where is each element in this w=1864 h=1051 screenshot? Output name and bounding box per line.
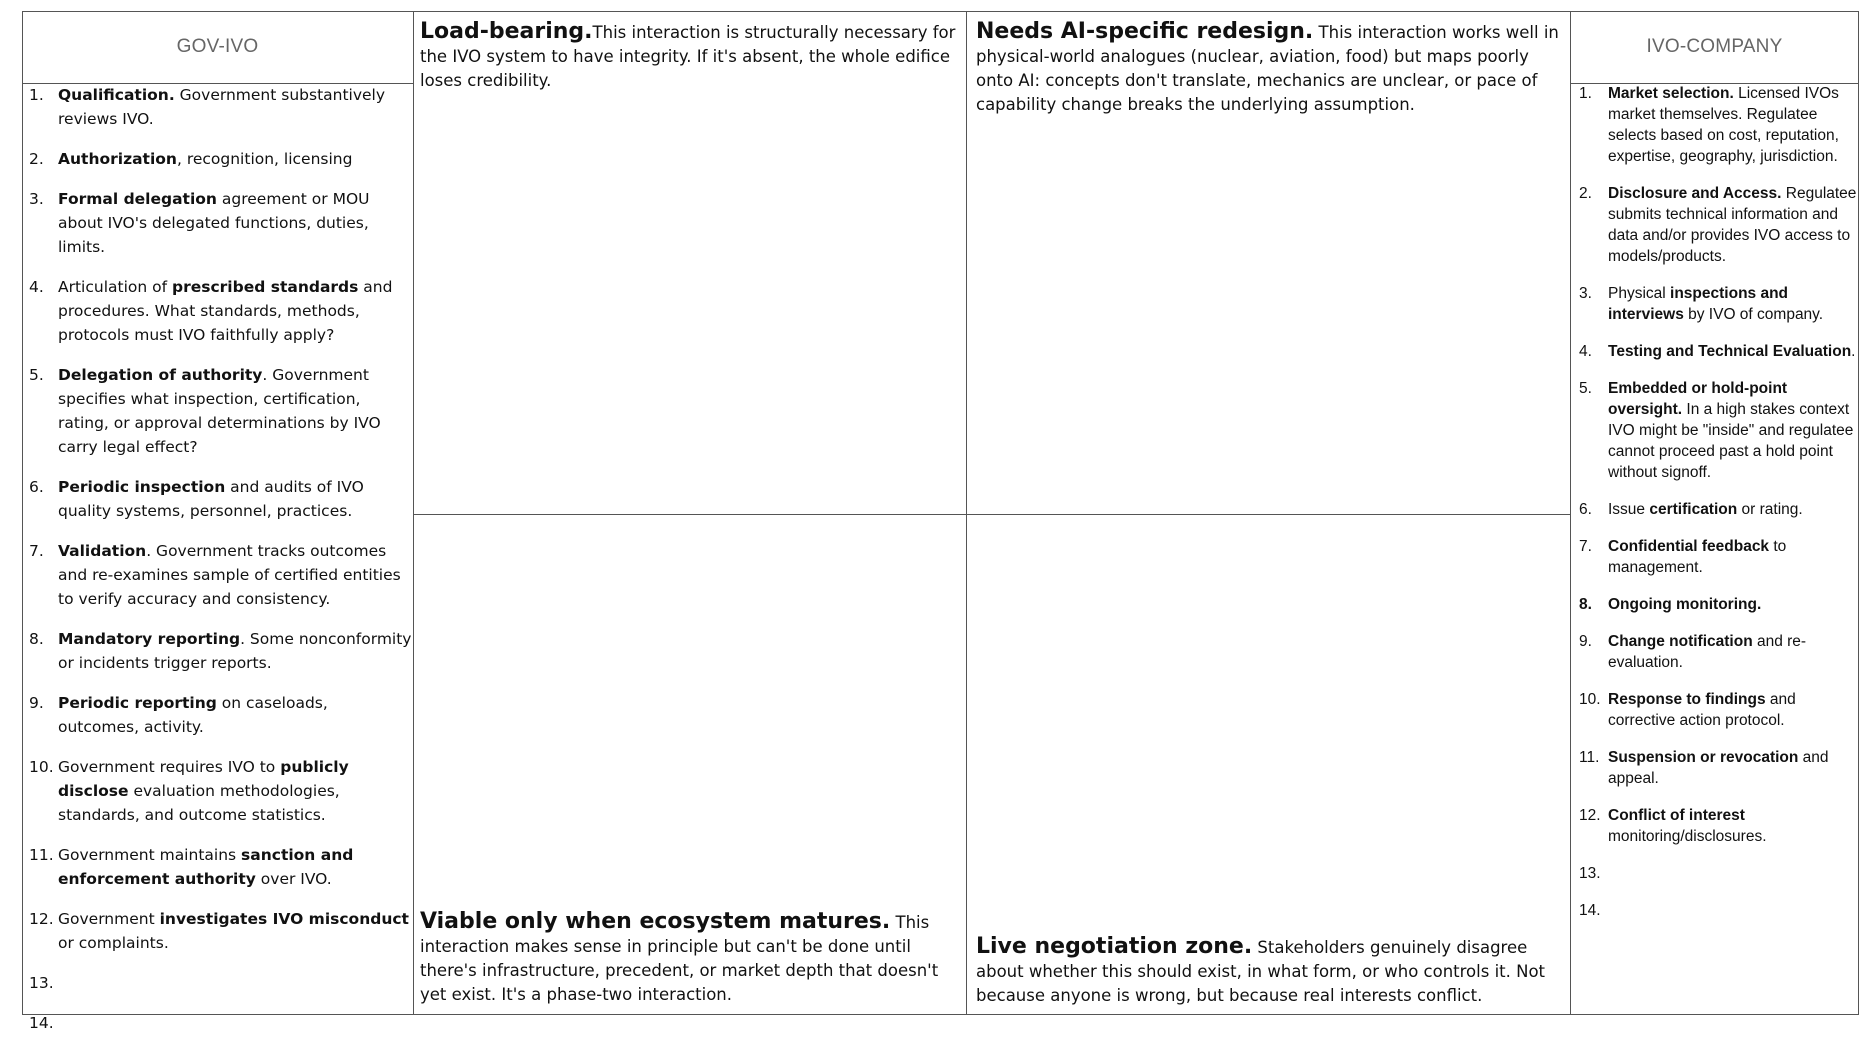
quadrant-ecosystem-matures [420, 910, 965, 1007]
item-emphasis: Disclosure and Access. [1608, 185, 1782, 202]
list-item [22, 627, 413, 675]
item-emphasis: Market selection. [1608, 85, 1734, 102]
list-item [1570, 594, 1859, 615]
quadrant-body: This interaction is structurally necessary for the IVO system to have integrity. If it's absent, the whole edifice loses credibility. [420, 23, 956, 90]
item-text [1608, 807, 1767, 845]
list-item [22, 1011, 413, 1035]
item-number: 2. [1579, 185, 1592, 202]
list-item [1570, 83, 1859, 167]
list-item [22, 147, 413, 171]
quadrant-load-bearing [420, 20, 965, 93]
item-number: 12. [29, 910, 54, 928]
item-emphasis: Suspension or revocation [1608, 749, 1799, 766]
quadrant-mid-divider [413, 514, 1570, 515]
item-emphasis: Conflict of interest [1608, 807, 1745, 824]
list-item [1570, 747, 1859, 789]
list-item [1570, 183, 1859, 267]
item-number: 4. [29, 278, 44, 296]
list-item [22, 971, 413, 995]
item-segment: Licensed IVOs market themselves. Regulatee selects based on cost, reputation, expertise, geography, jurisdiction. [1608, 85, 1839, 165]
list-item [1570, 805, 1859, 847]
item-text [58, 1014, 63, 1032]
list-item [1570, 900, 1859, 921]
item-segment: Government requires IVO to [58, 758, 281, 776]
item-segment: , recognition, licensing [176, 150, 353, 168]
item-text [58, 910, 409, 952]
list-item [1570, 536, 1859, 578]
item-emphasis: Formal delegation [58, 190, 217, 208]
item-text [58, 478, 364, 520]
item-segment: or rating. [1737, 501, 1803, 518]
item-emphasis: Delegation of authority [58, 366, 263, 384]
list-item [22, 475, 413, 523]
item-segment: or complaints. [58, 934, 169, 952]
item-emphasis: certification [1649, 501, 1738, 518]
item-emphasis: Mandatory reporting [58, 630, 241, 648]
item-segment: monitoring/disclosures. [1608, 828, 1767, 845]
item-segment: In a high stakes context IVO might be "inside" and regulatee cannot proceed past a hold point without signoff. [1608, 401, 1854, 481]
list-item [1570, 378, 1859, 483]
item-text [58, 366, 381, 456]
item-text [1608, 85, 1839, 165]
item-text [58, 150, 352, 168]
item-number: 3. [29, 190, 44, 208]
item-segment: . Some nonconformity or incidents trigger reports. [58, 630, 412, 672]
item-segment: and appeal. [1608, 749, 1829, 787]
item-text [1608, 501, 1803, 518]
item-emphasis: Testing and Technical Evaluation [1608, 343, 1852, 360]
item-text [58, 694, 328, 736]
quadrant-body: This interaction works well in physical-world analogues (nuclear, aviation, food) but maps poorly onto AI: concepts don't translate, mechanics are unclear, or pace of capability change breaks the underlying assumption. [976, 23, 1559, 114]
item-emphasis: Qualification. [58, 86, 175, 104]
item-segment: Government substantively reviews IVO. [58, 86, 386, 128]
list-item [22, 755, 413, 827]
item-number: 14. [29, 1014, 54, 1032]
item-text [1608, 343, 1855, 360]
item-number: 1. [29, 86, 44, 104]
item-number: 11. [29, 846, 54, 864]
item-segment: Articulation of [58, 278, 172, 296]
item-segment: and re-evaluation. [1608, 633, 1807, 671]
list-item [1570, 283, 1859, 325]
item-number: 1. [1579, 85, 1592, 102]
item-segment: Government [58, 910, 160, 928]
list-item [22, 363, 413, 459]
item-number: 2. [29, 150, 44, 168]
item-emphasis: Ongoing monitoring. [1608, 596, 1762, 613]
item-segment: agreement or MOU about IVO's delegated functions, duties, limits. [58, 190, 370, 256]
item-number: 9. [1579, 633, 1592, 650]
list-item [1570, 631, 1859, 673]
item-emphasis: Validation [58, 542, 147, 560]
item-number: 5. [29, 366, 44, 384]
item-text [1608, 691, 1796, 729]
item-segment: evaluation methodologies, standards, and outcome statistics. [58, 782, 340, 824]
list-item [1570, 341, 1859, 362]
quadrant-heading: Live negotiation zone. [976, 934, 1253, 959]
item-number: 13. [1579, 865, 1601, 882]
list-item [22, 691, 413, 739]
item-segment: to management. [1608, 538, 1787, 576]
list-item [22, 843, 413, 891]
item-segment: and procedures. What standards, methods, protocols must IVO faithfully apply? [58, 278, 393, 344]
ivo-company-column [1570, 11, 1859, 937]
quadrant-heading: Load-bearing. [420, 19, 593, 44]
ivo-company-header: IVO-COMPANY [1646, 36, 1783, 57]
item-emphasis: Authorization [58, 150, 177, 168]
item-number: 6. [1579, 501, 1592, 518]
item-number: 8. [1579, 596, 1592, 613]
item-number: 11. [1579, 749, 1600, 766]
item-segment: . Government tracks outcomes and re-examines sample of certified entities to verify accuracy and consistency. [58, 542, 401, 608]
quadrant-negotiation-zone [976, 935, 1564, 1008]
item-text [1608, 185, 1856, 265]
item-number: 7. [1579, 538, 1592, 555]
item-text [1608, 902, 1612, 919]
item-emphasis: Periodic inspection [58, 478, 226, 496]
item-segment: on caseloads, outcomes, activity. [58, 694, 328, 736]
list-item [22, 539, 413, 611]
item-text [58, 758, 349, 824]
quadrant-heading: Viable only when ecosystem matures. [420, 909, 891, 934]
item-emphasis: Confidential feedback [1608, 538, 1770, 555]
ivo-company-list [1570, 83, 1859, 921]
item-segment: . [1851, 343, 1856, 360]
item-segment: by IVO of company. [1683, 306, 1824, 323]
list-item [22, 275, 413, 347]
item-number: 7. [29, 542, 44, 560]
gov-ivo-header: GOV-IVO [176, 36, 259, 57]
item-number: 14. [1579, 902, 1601, 919]
item-segment: and corrective action protocol. [1608, 691, 1796, 729]
quadrant-heading: Needs AI-specific redesign. [976, 19, 1314, 44]
quadrant-body: This interaction makes sense in principle but can't be done until there's infrastructure, precedent, or market depth that doesn't yet exist. It's a phase-two interaction. [420, 913, 939, 1004]
item-number: 10. [1579, 691, 1601, 708]
item-text [1608, 749, 1829, 787]
item-number: 4. [1579, 343, 1592, 360]
item-number: 12. [1579, 807, 1601, 824]
item-segment: Government maintains [58, 846, 242, 864]
item-text [58, 278, 392, 344]
item-text [1608, 538, 1786, 576]
item-text [58, 86, 385, 128]
divider-left [413, 11, 414, 1015]
list-item [1570, 499, 1859, 520]
item-number: 5. [1579, 380, 1592, 397]
item-text [58, 974, 63, 992]
quadrant-ai-redesign [976, 20, 1564, 117]
item-emphasis: Change notification [1608, 633, 1753, 650]
item-text [1608, 380, 1853, 481]
item-text [58, 542, 401, 608]
item-number: 13. [29, 974, 54, 992]
item-emphasis: sanction and enforcement authority [58, 846, 354, 888]
gov-ivo-list [22, 83, 413, 1035]
item-emphasis: Response to findings [1608, 691, 1766, 708]
item-text [1608, 633, 1806, 671]
item-text [58, 846, 353, 888]
list-item [22, 83, 413, 131]
item-segment: over IVO. [255, 870, 332, 888]
item-segment: Physical [1608, 285, 1671, 302]
list-item [22, 187, 413, 259]
list-item [22, 907, 413, 955]
item-emphasis: inspections and interviews [1608, 285, 1789, 323]
list-item [1570, 863, 1859, 884]
item-emphasis: investigates IVO misconduct [159, 910, 409, 928]
item-number: 9. [29, 694, 44, 712]
item-text [58, 190, 370, 256]
item-number: 10. [29, 758, 54, 776]
item-text [1608, 596, 1761, 613]
item-text [1608, 285, 1823, 323]
gov-ivo-column [22, 11, 413, 1051]
item-segment: Issue [1608, 501, 1650, 518]
item-segment: . Government specifies what inspection, certification, rating, or approval determinations by IVO carry legal effect? [58, 366, 381, 456]
item-text [58, 630, 411, 672]
item-emphasis: Embedded or hold-point oversight. [1608, 380, 1788, 418]
item-number: 6. [29, 478, 44, 496]
item-emphasis: prescribed standards [172, 278, 359, 296]
item-segment: and audits of IVO quality systems, personnel, practices. [58, 478, 364, 520]
item-number: 3. [1579, 285, 1592, 302]
quadrant-body: Stakeholders genuinely disagree about whether this should exist, in what form, or who controls it. Not because anyone is wrong, but because real interests conflict. [976, 938, 1546, 1005]
item-text [1608, 865, 1612, 882]
divider-center [966, 11, 967, 1015]
item-emphasis: Periodic reporting [58, 694, 217, 712]
list-item [1570, 689, 1859, 731]
item-emphasis: publicly disclose [58, 758, 349, 800]
item-segment: Regulatee submits technical information and data and/or provides IVO access to models/products. [1608, 185, 1857, 265]
item-number: 8. [29, 630, 44, 648]
